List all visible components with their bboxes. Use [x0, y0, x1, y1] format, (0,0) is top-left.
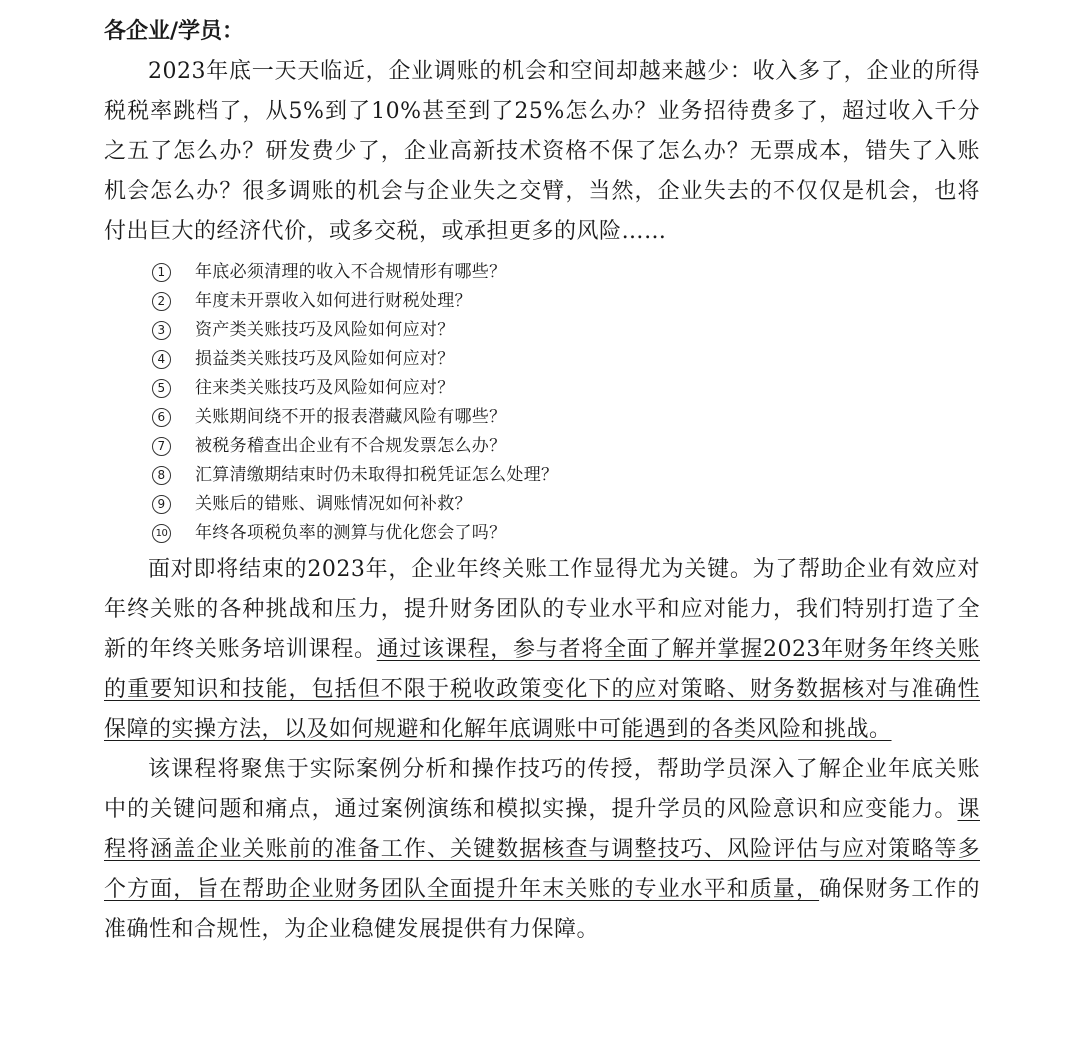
- list-item: [152, 258, 980, 287]
- question-text: 往来类关账技巧及风险如何应对？: [195, 378, 455, 398]
- underlined-highlight: 课程将涵盖企业关账前的准备工作、关键数据核查与调整技巧、风险评估与应对策略等多个方面，旨在帮助企业财务团队全面提升年末关账的专业水平和质量，: [104, 797, 980, 902]
- list-item: [152, 490, 980, 519]
- circled-number: 7: [152, 437, 171, 456]
- circled-number: 2: [152, 292, 171, 311]
- question-text: 年底必须清理的收入不合规情形有哪些？: [195, 262, 507, 282]
- overview-text: 面对即将结束的2023年，企业年终关账工作显得尤为关键。为了帮助企业有效应对年终关账的各种挑战和压力，提升财务团队的专业水平和应对能力，我们特别打造了全新的年终关账务培训课程。: [104, 557, 980, 662]
- question-text: 损益类关账技巧及风险如何应对？: [195, 349, 455, 369]
- circled-number: 6: [152, 408, 171, 427]
- circled-number: 9: [152, 495, 171, 514]
- question-text: 年终各项税负率的测算与优化您会了吗？: [195, 523, 507, 543]
- greeting: 各企业/学员：: [104, 19, 245, 44]
- question-list: [152, 258, 980, 548]
- list-item: [152, 461, 980, 490]
- question-text: 关账期间绕不开的报表潜藏风险有哪些？: [195, 407, 507, 427]
- course-overview-paragraph: [104, 550, 980, 750]
- list-item: [152, 316, 980, 345]
- circled-number: 1: [152, 263, 171, 282]
- question-text: 汇算清缴期结束时仍未取得扣税凭证怎么处理？: [195, 465, 559, 485]
- circled-number: 8: [152, 466, 171, 485]
- list-item: [152, 432, 980, 461]
- list-item: [152, 403, 980, 432]
- circled-number: 4: [152, 350, 171, 369]
- circled-number: 3: [152, 321, 171, 340]
- question-text: 被税务稽查出企业有不合规发票怎么办？: [195, 436, 507, 456]
- question-text: 年度未开票收入如何进行财税处理？: [195, 291, 472, 311]
- question-text: 资产类关账技巧及风险如何应对？: [195, 320, 455, 340]
- document-body: [104, 12, 980, 950]
- intro-paragraph: 2023年底一天天临近，企业调账的机会和空间却越来越少：收入多了，企业的所得税税率跳档了，从5%到了10%甚至到了25%怎么办？业务招待费多了，超过收入千分之五了怎么办？研发费少了，企业高新技术资格不保了怎么办？无票成本，错失了入账机会怎么办？很多调账的机会与企业失之交臂，当然，企业失去的不仅仅是机会，也将付出巨大的经济代价，或多交税，或承担更多的风险……: [104, 59, 980, 244]
- closing-text: 确保财务工作的准确性和合规性，为企业稳健发展提供有力保障。: [104, 877, 980, 942]
- focus-text: 该课程将聚焦于实际案例分析和操作技巧的传授，帮助学员深入了解企业年底关账中的关键问题和痛点，通过案例演练和模拟实操，提升学员的风险意识和应变能力。: [104, 757, 980, 822]
- circled-number: 10: [152, 524, 171, 543]
- list-item: [152, 345, 980, 374]
- list-item: [152, 374, 980, 403]
- underlined-highlight: 通过该课程，参与者将全面了解并掌握2023年财务年终关账的重要知识和技能，包括但不限于税收政策变化下的应对策略、财务数据核对与准确性保障的实操方法，以及如何规避和化解年底调账中可能遇到的各类风险和挑战。: [104, 637, 980, 742]
- list-item: [152, 287, 980, 316]
- list-item: [152, 519, 980, 548]
- question-text: 关账后的错账、调账情况如何补救？: [195, 494, 472, 514]
- circled-number: 5: [152, 379, 171, 398]
- course-focus-paragraph: [104, 750, 980, 950]
